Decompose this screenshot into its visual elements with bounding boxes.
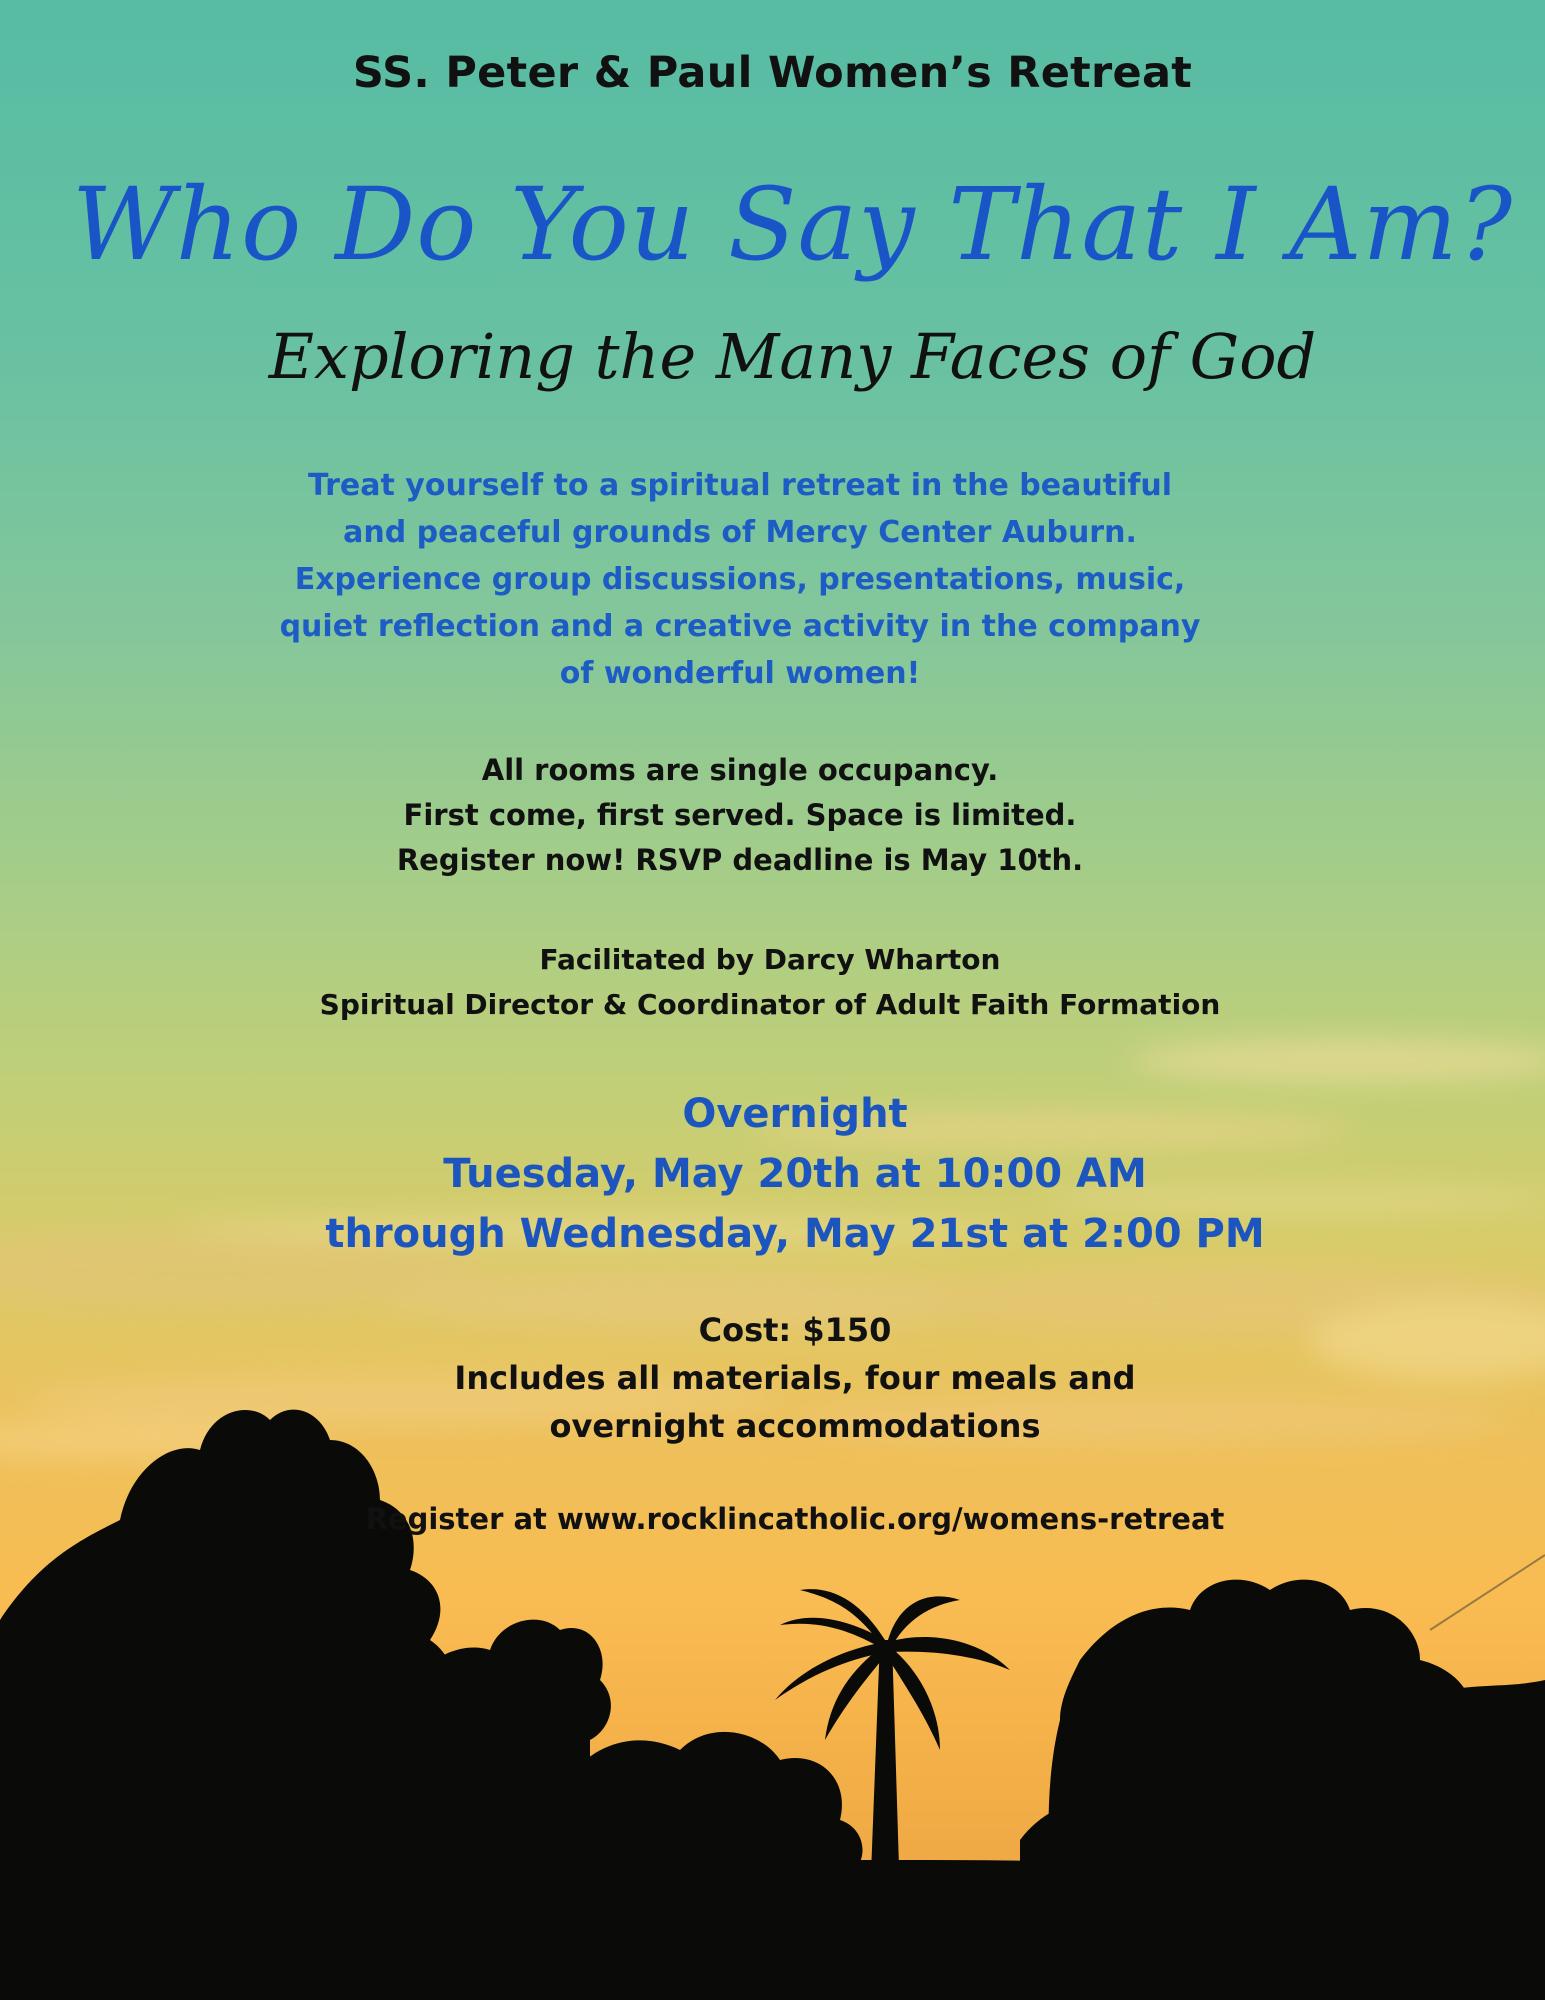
- registration-link[interactable]: Register at www.rocklincatholic.org/womens-retreat: [365, 1502, 1225, 1536]
- intro-line: and peaceful grounds of Mercy Center Auburn.: [343, 515, 1137, 550]
- organization-title: SS. Peter & Paul Women’s Retreat: [352, 48, 1193, 98]
- info-line: All rooms are single occupancy.: [481, 753, 999, 787]
- schedule-end: through Wednesday, May 21st at 2:00 PM: [325, 1211, 1265, 1257]
- facilitator-name: Facilitated by Darcy Wharton: [539, 943, 1001, 976]
- cost-includes: overnight accommodations: [549, 1407, 1041, 1445]
- intro-line: Treat yourself to a spiritual retreat in the beautiful: [307, 468, 1173, 503]
- info-line: First come, first served. Space is limited.: [403, 798, 1077, 832]
- intro-paragraph: [180, 462, 1300, 697]
- subtitle: Exploring the Many Faces of God: [268, 320, 1317, 393]
- schedule: [100, 1084, 1490, 1264]
- intro-line: of wonderful women!: [559, 656, 921, 691]
- room-info: [190, 748, 1290, 883]
- info-line: Register now! RSVP deadline is May 10th.: [396, 843, 1084, 877]
- facilitator-info: [120, 937, 1420, 1027]
- schedule-label: Overnight: [682, 1091, 908, 1137]
- facilitator-role: Spiritual Director & Coordinator of Adult Faith Formation: [319, 988, 1221, 1021]
- schedule-start: Tuesday, May 20th at 10:00 AM: [443, 1151, 1147, 1197]
- cost-info: [140, 1306, 1450, 1450]
- cost-price: Cost: $150: [698, 1311, 892, 1349]
- intro-line: Experience group discussions, presentations, music,: [294, 562, 1186, 597]
- main-title: Who Do You Say That I Am?: [71, 166, 1514, 283]
- intro-line: quiet reflection and a creative activity in the company: [279, 609, 1201, 644]
- cost-includes: Includes all materials, four meals and: [454, 1359, 1136, 1397]
